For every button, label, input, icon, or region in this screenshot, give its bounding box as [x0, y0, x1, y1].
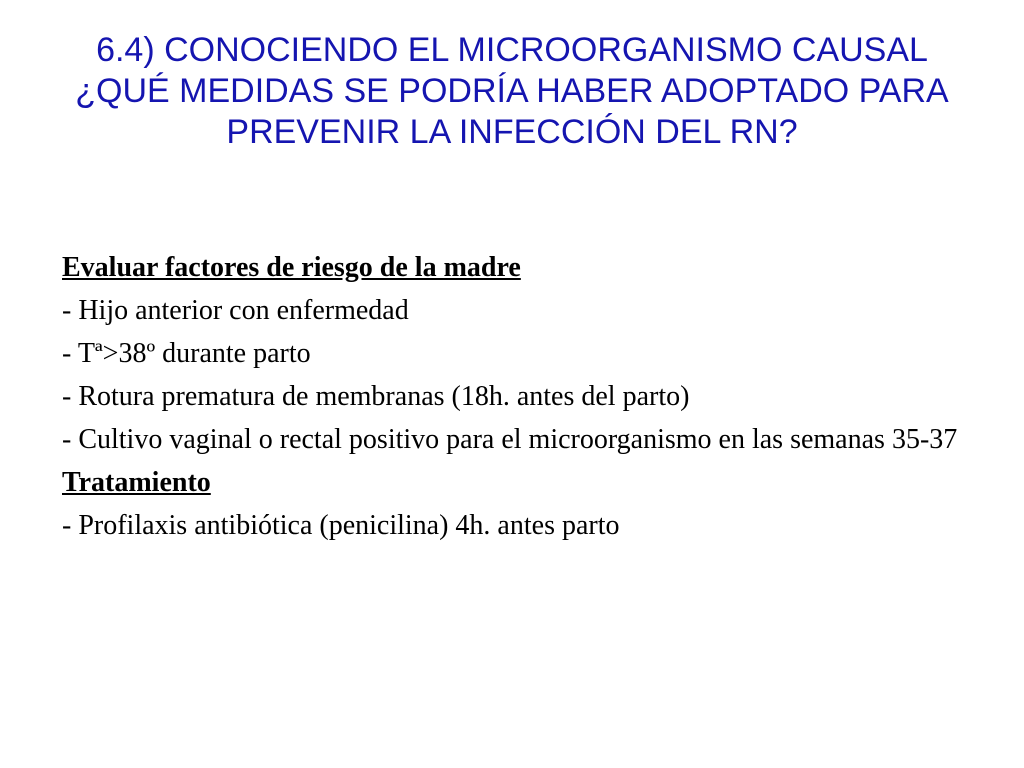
- bullet-item: - Tª>38º durante parto: [62, 338, 311, 369]
- slide-title: 6.4) CONOCIENDO EL MICROORGANISMO CAUSAL ¿QUÉ MEDIDAS SE PODRÍA HABER ADOPTADO PARA PREVENIR LA INFECCIÓN DEL RN?: [75, 31, 949, 151]
- section-heading-treatment: Tratamiento: [62, 467, 211, 498]
- section-heading-risk-factors: Evaluar factores de riesgo de la madre: [62, 252, 521, 283]
- bullet-item: - Rotura prematura de membranas (18h. antes del parto): [62, 381, 690, 412]
- bullet-item: - Cultivo vaginal o rectal positivo para el microorganismo en las semanas 35-37: [62, 424, 958, 455]
- bullet-item: - Profilaxis antibiótica (penicilina) 4h. antes parto: [62, 510, 620, 541]
- slide-body: [62, 252, 962, 553]
- bullet-item: - Hijo anterior con enfermedad: [62, 295, 409, 326]
